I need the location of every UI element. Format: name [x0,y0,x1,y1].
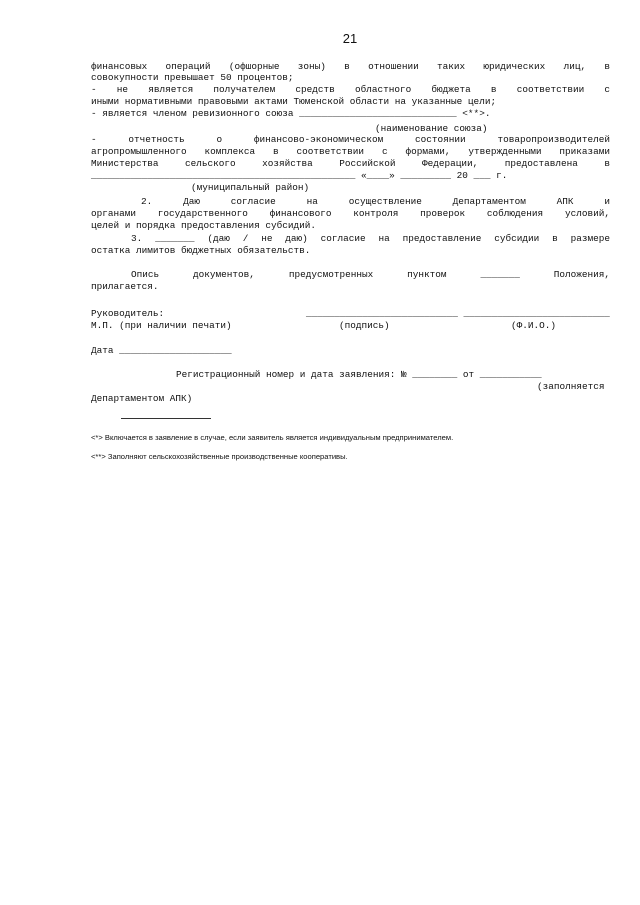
text-line: иными нормативными правовыми актами Тюменской области на указанные цели; [91,96,497,107]
footnote-divider [121,418,211,419]
page-number: 21 [342,31,358,46]
text-line: органами государственного финансового контроля проверок соблюдения условий, [91,208,610,219]
stamp-label: М.П. (при наличии печати) [91,320,232,331]
signature-lines: ___________________________ __________________________ [306,308,610,319]
caption: (муниципальный район) [191,182,310,193]
caption: (заполняется [537,381,605,392]
text-line: прилагается. [91,281,159,292]
text-line: совокупности превышает 50 процентов; [91,72,294,83]
footnote: <*> Включается в заявление в случае, если заявитель является индивидуальным предпринимателем. [91,433,454,442]
caption: (наименование союза) [375,123,488,134]
text-line: - является членом ревизионного союза ____________________________ <**>. [91,108,491,119]
text-line: агропромышленного комплекса в соответствии с формами, утвержденными приказами [91,146,610,157]
text-line: 3. _______ (даю / не даю) согласие на предоставление субсидии в размере [131,233,610,244]
text-line: 2. Даю согласие на осуществление Департаментом АПК и [141,196,610,207]
text-line: - отчетность о финансово-экономическом состоянии товаропроизводителей [91,134,610,145]
text-line: - не является получателем средств областного бюджета в соответствии с [91,84,610,95]
signer-label: Руководитель: [91,308,165,319]
text-line: остатка лимитов бюджетных обязательств. [91,245,311,256]
text-line: финансовых операций (офшорные зоны) в отношении таких юридических лиц, в [91,61,610,72]
text-line: Опись документов, предусмотренных пунктом _______ Положения, [131,269,610,280]
date-line: Дата ____________________ [91,345,232,356]
caption: (Ф.И.О.) [511,320,557,331]
text-line: целей и порядка предоставления субсидий. [91,220,317,231]
registration-line: Регистрационный номер и дата заявления: № ________ от ___________ [176,369,542,380]
text-line: Министерства сельского хозяйства Российской Федерации, предоставлена в [91,158,610,169]
text-line: Департаментом АПК) [91,393,193,404]
footnote: <**> Заполняют сельскохозяйственные производственные кооперативы. [91,452,348,461]
caption: (подпись) [339,320,390,331]
text-line: _______________________________________________ «____» _________ 20 ___ г. [91,170,508,181]
